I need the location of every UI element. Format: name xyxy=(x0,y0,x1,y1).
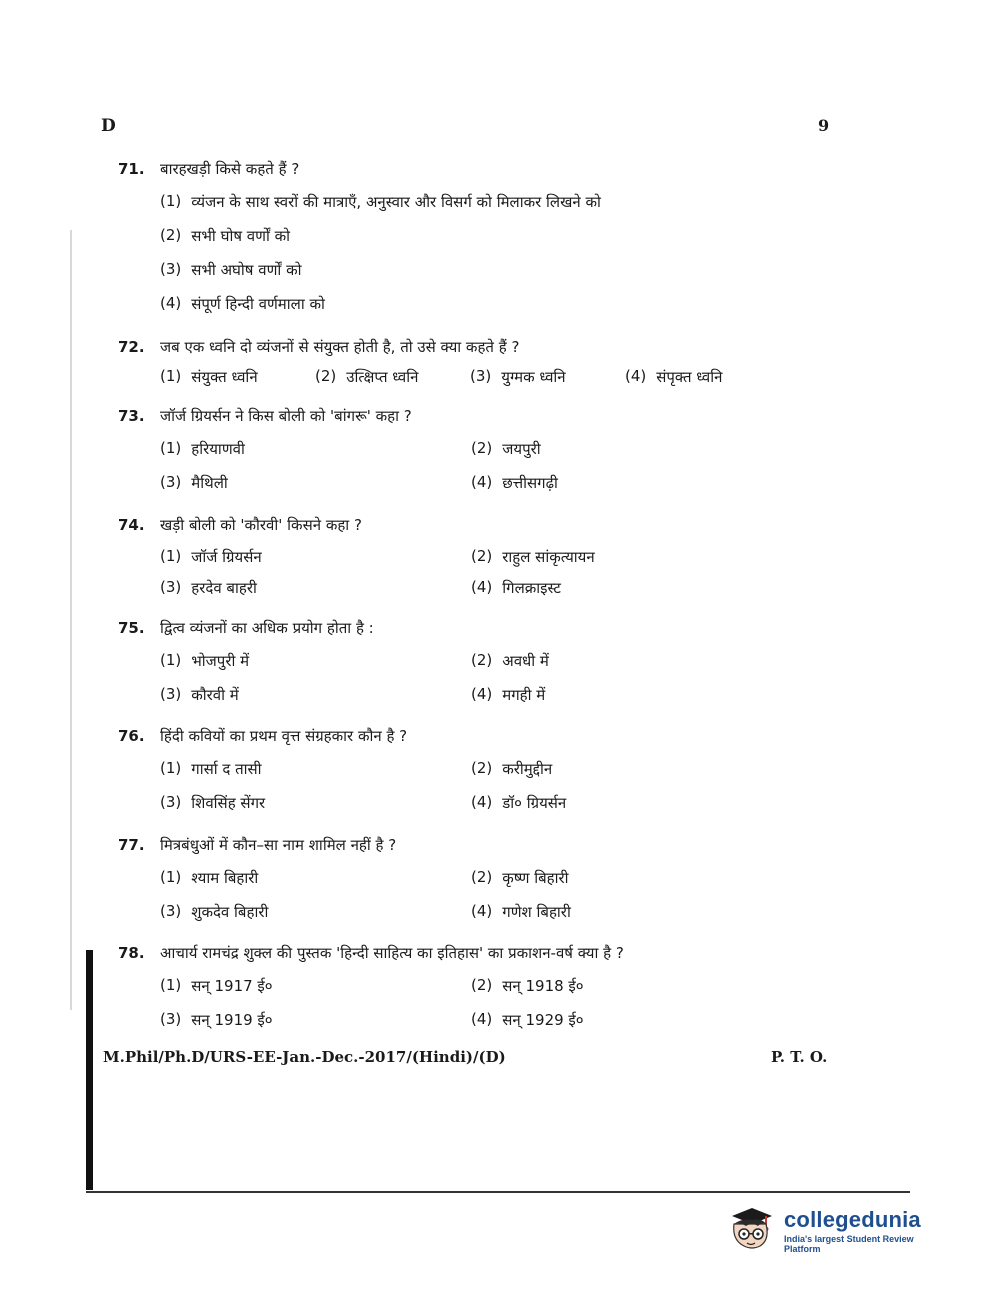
question-text: जॉर्ज ग्रियर्सन ने किस बोली को 'बांगरू' कहा ? xyxy=(160,407,412,425)
question-text: मित्रबंधुओं में कौन–सा नाम शामिल नहीं है ? xyxy=(160,836,397,854)
option-number: (4) xyxy=(471,902,493,920)
option-row xyxy=(160,969,798,1003)
option-number: (1) xyxy=(160,976,182,994)
option-text: संयुक्त ध्वनि xyxy=(191,368,258,386)
option-row xyxy=(160,861,798,895)
question-text: बारहखड़ी किसे कहते हैं ? xyxy=(160,160,300,178)
option-text: कौरवी में xyxy=(191,686,239,704)
option-number: (3) xyxy=(160,1010,182,1028)
option-4 xyxy=(471,1010,782,1030)
options xyxy=(160,185,798,321)
option-number: (4) xyxy=(471,577,493,596)
option-text: गिलक्राइस्ट xyxy=(502,578,561,597)
option-3 xyxy=(160,578,471,598)
option-text: डॉ० ग्रियर्सन xyxy=(502,794,567,812)
question-73 xyxy=(118,406,798,500)
question-75 xyxy=(118,618,798,712)
option-3 xyxy=(160,473,471,493)
option-number: (2) xyxy=(471,546,493,565)
option-text: भोजपुरी में xyxy=(191,652,250,670)
option-row xyxy=(160,678,798,712)
option-number: (2) xyxy=(471,651,493,669)
option-2 xyxy=(471,651,782,671)
option-4 xyxy=(471,793,782,813)
option-number: (3) xyxy=(470,367,492,385)
option-text: हरदेव बाहरी xyxy=(191,578,257,597)
option-4 xyxy=(160,294,780,314)
options xyxy=(160,969,798,1037)
option-4 xyxy=(625,367,780,387)
option-1 xyxy=(160,651,471,671)
collegedunia-tagline: India's largest Student Review Platform xyxy=(784,1233,914,1254)
scan-binding-edge xyxy=(86,950,93,1190)
option-1 xyxy=(160,976,471,996)
option-1 xyxy=(160,192,780,212)
option-1 xyxy=(160,759,471,779)
question-72 xyxy=(118,337,798,391)
options xyxy=(160,432,798,500)
option-text: गणेश बिहारी xyxy=(502,903,571,921)
option-text: मगही में xyxy=(502,686,546,704)
option-text: मैथिली xyxy=(191,474,228,492)
option-text: शिवसिंह सेंगर xyxy=(191,794,266,812)
option-text: सन् 1917 ई० xyxy=(191,977,273,995)
question-number: 71. xyxy=(118,160,145,178)
option-1 xyxy=(160,868,471,888)
option-text: गार्सा द तासी xyxy=(191,760,262,778)
option-text: सन् 1919 ई० xyxy=(191,1011,273,1029)
option-text: सन् 1918 ई० xyxy=(502,977,584,995)
option-number: (2) xyxy=(471,976,493,994)
option-number: (3) xyxy=(160,902,182,920)
option-row xyxy=(160,752,798,786)
option-4 xyxy=(471,473,782,493)
option-number: (4) xyxy=(471,1010,493,1028)
option-2 xyxy=(471,868,782,888)
option-3 xyxy=(160,902,471,922)
option-2 xyxy=(160,226,780,246)
option-row xyxy=(160,219,798,253)
option-4 xyxy=(471,578,782,598)
option-number: (3) xyxy=(160,793,182,811)
question-text: खड़ी बोली को 'कौरवी' किसने कहा ? xyxy=(160,516,362,534)
options xyxy=(160,752,798,820)
option-text: हरियाणवी xyxy=(191,440,245,458)
option-text: संपूर्ण हिन्दी वर्णमाला को xyxy=(191,295,325,313)
option-row xyxy=(160,644,798,678)
option-row xyxy=(160,363,798,391)
option-number: (1) xyxy=(160,651,182,669)
question-74 xyxy=(118,515,798,603)
option-2 xyxy=(471,976,782,996)
option-row xyxy=(160,185,798,219)
options xyxy=(160,363,798,391)
option-text: कृष्ण बिहारी xyxy=(502,869,569,887)
option-number: (3) xyxy=(160,685,182,703)
scan-shadow-line xyxy=(70,230,72,1010)
options xyxy=(160,644,798,712)
question-text: द्वित्व व्यंजनों का अधिक प्रयोग होता है : xyxy=(160,619,374,637)
options xyxy=(160,541,798,603)
series-code: D xyxy=(101,116,116,136)
option-2 xyxy=(471,547,782,567)
option-text: जयपुरी xyxy=(502,440,541,458)
option-text: व्यंजन के साथ स्वरों की मात्राएँ, अनुस्वार और विसर्ग को मिलाकर लिखने को xyxy=(191,193,601,211)
option-text: शुकदेव बिहारी xyxy=(191,903,269,921)
option-text: अवधी में xyxy=(502,652,549,670)
option-text: संपृक्त ध्वनि xyxy=(656,368,723,386)
bottom-rule xyxy=(86,1191,910,1193)
option-number: (1) xyxy=(160,367,182,385)
option-1 xyxy=(160,439,471,459)
option-4 xyxy=(471,685,782,705)
question-number: 77. xyxy=(118,836,145,854)
option-3 xyxy=(160,260,780,280)
option-text: सभी घोष वर्णों को xyxy=(191,227,291,245)
options xyxy=(160,861,798,929)
option-number: (3) xyxy=(160,260,182,278)
option-3 xyxy=(160,1010,471,1030)
question-text: हिंदी कवियों का प्रथम वृत्त संग्रहकार कौन है ? xyxy=(160,727,408,745)
option-row xyxy=(160,287,798,321)
option-text: करीमुद्दीन xyxy=(502,760,553,778)
option-text: जॉर्ज ग्रियर्सन xyxy=(191,547,262,566)
option-row xyxy=(160,786,798,820)
option-number: (1) xyxy=(160,192,182,210)
option-number: (1) xyxy=(160,546,182,565)
option-row xyxy=(160,1003,798,1037)
option-text: सन् 1929 ई० xyxy=(502,1011,584,1029)
option-text: श्याम बिहारी xyxy=(191,869,259,887)
question-number: 78. xyxy=(118,944,145,962)
option-row xyxy=(160,541,798,572)
option-number: (1) xyxy=(160,759,182,777)
option-3 xyxy=(160,685,471,705)
question-text: आचार्य रामचंद्र शुक्ल की पुस्तक 'हिन्दी साहित्य का इतिहास' का प्रकाशन-वर्ष क्या है ? xyxy=(160,944,624,962)
option-number: (1) xyxy=(160,439,182,457)
please-turn-over: P. T. O. xyxy=(771,1048,828,1066)
option-3 xyxy=(470,367,625,387)
option-number: (4) xyxy=(471,473,493,491)
option-number: (3) xyxy=(160,577,182,596)
option-number: (4) xyxy=(625,367,647,385)
option-number: (4) xyxy=(471,793,493,811)
option-number: (4) xyxy=(160,294,182,312)
option-1 xyxy=(160,367,315,387)
question-number: 73. xyxy=(118,407,145,425)
option-text: युग्मक ध्वनि xyxy=(501,368,566,386)
paper-code: M.Phil/Ph.D/URS-EE-Jan.-Dec.-2017/(Hindi)/(D) xyxy=(103,1048,506,1066)
option-row xyxy=(160,466,798,500)
page-number: 9 xyxy=(818,116,830,135)
question-78 xyxy=(118,943,798,1037)
option-1 xyxy=(160,547,471,567)
option-text: राहुल सांकृत्यायन xyxy=(502,547,595,566)
option-number: (2) xyxy=(471,868,493,886)
option-number: (1) xyxy=(160,868,182,886)
question-number: 74. xyxy=(118,516,145,534)
option-text: छत्तीसगढ़ी xyxy=(502,474,558,492)
option-row xyxy=(160,572,798,603)
collegedunia-logo-text: collegedunia xyxy=(784,1206,921,1232)
option-number: (4) xyxy=(471,685,493,703)
question-77 xyxy=(118,835,798,929)
option-number: (2) xyxy=(315,367,337,385)
option-text: उत्क्षिप्त ध्वनि xyxy=(346,368,419,386)
option-2 xyxy=(471,759,782,779)
question-text: जब एक ध्वनि दो व्यंजनों से संयुक्त होती है, तो उसे क्या कहते हैं ? xyxy=(160,338,520,356)
question-76 xyxy=(118,726,798,820)
option-number: (2) xyxy=(471,439,493,457)
option-2 xyxy=(315,367,470,387)
option-2 xyxy=(471,439,782,459)
option-number: (2) xyxy=(160,226,182,244)
question-number: 72. xyxy=(118,338,145,356)
collegedunia-mascot-icon xyxy=(722,1202,778,1258)
option-number: (2) xyxy=(471,759,493,777)
option-text: सभी अघोष वर्णों को xyxy=(191,261,302,279)
option-number: (3) xyxy=(160,473,182,491)
question-number: 75. xyxy=(118,619,145,637)
question-number: 76. xyxy=(118,727,145,745)
option-row xyxy=(160,432,798,466)
option-4 xyxy=(471,902,782,922)
collegedunia-watermark xyxy=(722,1198,952,1262)
option-row xyxy=(160,895,798,929)
question-71 xyxy=(118,159,798,321)
option-row xyxy=(160,253,798,287)
option-3 xyxy=(160,793,471,813)
